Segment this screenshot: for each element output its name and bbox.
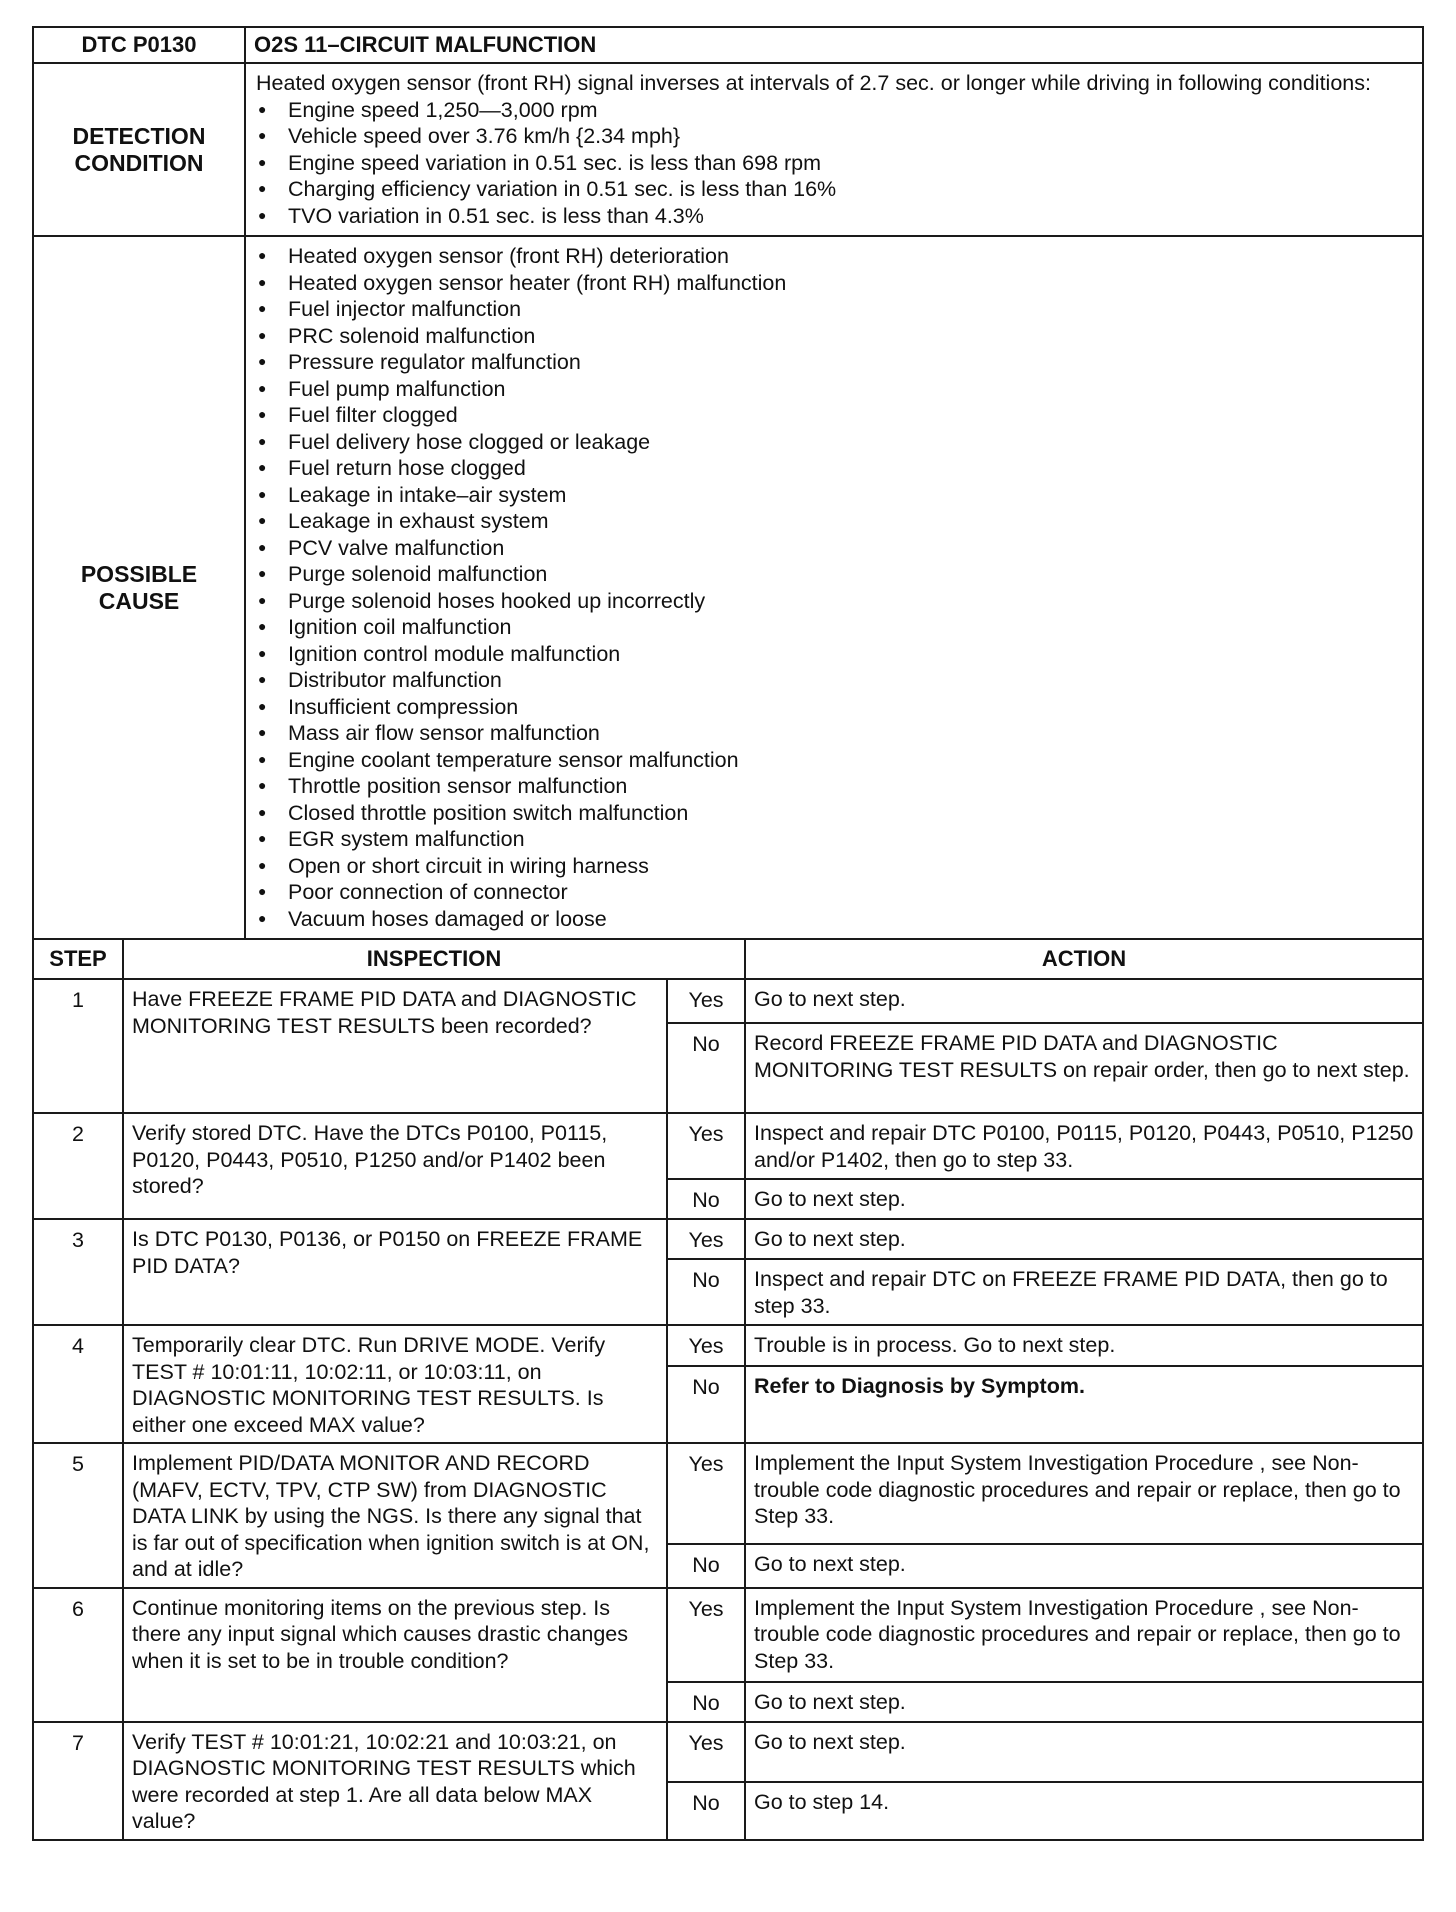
yes-label: Yes	[667, 1325, 745, 1366]
list-item: ● Fuel delivery hose clogged or leakage	[256, 429, 1414, 456]
list-item: ● PRC solenoid malfunction	[256, 323, 1414, 350]
table-row	[33, 1588, 1423, 1682]
list-item: ● Purge solenoid hoses hooked up incorrectly	[256, 588, 1414, 615]
list-item: ● Engine speed 1,250—3,000 rpm	[256, 97, 1414, 124]
list-item: ● Leakage in intake–air system	[256, 482, 1414, 509]
no-label: No	[667, 1682, 745, 1722]
action-column-header: ACTION	[745, 939, 1423, 979]
no-action: Go to step 14.	[745, 1782, 1423, 1840]
list-item: ● PCV valve malfunction	[256, 535, 1414, 562]
list-item: ● Vehicle speed over 3.76 km/h {2.34 mph}	[256, 123, 1414, 150]
possible-cause-content	[245, 236, 1423, 939]
steps-header-row	[33, 939, 1423, 979]
list-item: ● Fuel pump malfunction	[256, 376, 1414, 403]
no-label: No	[667, 1544, 745, 1587]
detection-condition-content	[245, 63, 1423, 236]
list-item: ● TVO variation in 0.51 sec. is less than 4.3%	[256, 203, 1414, 230]
list-item: ● Distributor malfunction	[256, 667, 1414, 694]
no-label: No	[667, 1179, 745, 1219]
no-action: Refer to Diagnosis by Symptom.	[745, 1366, 1423, 1443]
list-item: ● Ignition control module malfunction	[256, 641, 1414, 668]
step-inspection: Temporarily clear DTC. Run DRIVE MODE. Verify TEST # 10:01:11, 10:02:11, or 10:03:11, on DIAGNOSTIC MONITORING TEST RESULTS. Is either one exceed MAX value?	[123, 1325, 667, 1443]
detection-condition-label	[33, 63, 245, 236]
step-inspection: Have FREEZE FRAME PID DATA and DIAGNOSTIC MONITORING TEST RESULTS been recorded?	[123, 979, 667, 1113]
possible-causes-list	[256, 243, 1414, 932]
dtc-title: O2S 11–CIRCUIT MALFUNCTION	[245, 27, 1423, 63]
table-row	[33, 1722, 1423, 1782]
yes-action: Implement the Input System Investigation Procedure , see Non-trouble code diagnostic procedures and repair or replace, then go to Step 33.	[745, 1443, 1423, 1544]
list-item: ● Charging efficiency variation in 0.51 sec. is less than 16%	[256, 176, 1414, 203]
list-item: ● Fuel filter clogged	[256, 402, 1414, 429]
list-item: ● Leakage in exhaust system	[256, 508, 1414, 535]
list-item: ● Open or short circuit in wiring harness	[256, 853, 1414, 880]
no-label: No	[667, 1366, 745, 1443]
step-inspection: Continue monitoring items on the previous step. Is there any input signal which causes drastic changes when it is set to be in trouble condition?	[123, 1588, 667, 1722]
no-action: Go to next step.	[745, 1544, 1423, 1587]
list-item: ● Ignition coil malfunction	[256, 614, 1414, 641]
no-label: No	[667, 1259, 745, 1325]
step-inspection: Implement PID/DATA MONITOR AND RECORD (MAFV, ECTV, TPV, CTP SW) from DIAGNOSTIC DATA LINK by using the NGS. Is there any signal that is far out of specification when ignition switch is at ON, and at idle?	[123, 1443, 667, 1588]
step-number: 7	[33, 1722, 123, 1840]
yes-action: Go to next step.	[745, 1722, 1423, 1782]
table-row	[33, 1113, 1423, 1179]
step-inspection: Verify stored DTC. Have the DTCs P0100, P0115, P0120, P0443, P0510, P1250 and/or P1402 been stored?	[123, 1113, 667, 1219]
yes-label: Yes	[667, 1113, 745, 1179]
list-item: ● Fuel return hose clogged	[256, 455, 1414, 482]
yes-action: Go to next step.	[745, 1219, 1423, 1259]
no-action: Record FREEZE FRAME PID DATA and DIAGNOSTIC MONITORING TEST RESULTS on repair order, then go to next step.	[745, 1023, 1423, 1113]
list-item: ● Heated oxygen sensor heater (front RH) malfunction	[256, 270, 1414, 297]
step-number: 2	[33, 1113, 123, 1219]
yes-action: Inspect and repair DTC P0100, P0115, P0120, P0443, P0510, P1250 and/or P1402, then go to step 33.	[745, 1113, 1423, 1179]
step-number: 5	[33, 1443, 123, 1588]
table-row	[33, 1219, 1423, 1259]
step-inspection: Is DTC P0130, P0136, or P0150 on FREEZE FRAME PID DATA?	[123, 1219, 667, 1325]
dtc-code: DTC P0130	[33, 27, 245, 63]
list-item: ● Engine speed variation in 0.51 sec. is less than 698 rpm	[256, 150, 1414, 177]
no-label: No	[667, 1782, 745, 1840]
step-number: 3	[33, 1219, 123, 1325]
step-number: 6	[33, 1588, 123, 1722]
list-item: ● Fuel injector malfunction	[256, 296, 1414, 323]
possible-cause-row	[33, 236, 1423, 939]
list-item: ● Throttle position sensor malfunction	[256, 773, 1414, 800]
list-item: ● Engine coolant temperature sensor malfunction	[256, 747, 1414, 774]
dtc-header-row	[33, 27, 1423, 63]
yes-label: Yes	[667, 979, 745, 1023]
list-item: ● Insufficient compression	[256, 694, 1414, 721]
yes-label: Yes	[667, 1722, 745, 1782]
list-item: ● Closed throttle position switch malfunction	[256, 800, 1414, 827]
list-item: ● EGR system malfunction	[256, 826, 1414, 853]
list-item: ● Mass air flow sensor malfunction	[256, 720, 1414, 747]
inspection-column-header: INSPECTION	[123, 939, 745, 979]
list-item: ● Poor connection of connector	[256, 879, 1414, 906]
dtc-diagnostic-page	[32, 26, 1424, 1841]
steps-table	[32, 938, 1424, 1841]
list-item: ● Vacuum hoses damaged or loose	[256, 906, 1414, 933]
yes-label: Yes	[667, 1588, 745, 1682]
yes-label: Yes	[667, 1219, 745, 1259]
no-action: Go to next step.	[745, 1179, 1423, 1219]
no-action: Go to next step.	[745, 1682, 1423, 1722]
table-row	[33, 1325, 1423, 1366]
list-item: ● Purge solenoid malfunction	[256, 561, 1414, 588]
table-row	[33, 1443, 1423, 1544]
yes-action: Go to next step.	[745, 979, 1423, 1023]
step-column-header: STEP	[33, 939, 123, 979]
possible-cause-label	[33, 236, 245, 939]
no-action: Inspect and repair DTC on FREEZE FRAME PID DATA, then go to step 33.	[745, 1259, 1423, 1325]
list-item: ● Pressure regulator malfunction	[256, 349, 1414, 376]
no-label: No	[667, 1023, 745, 1113]
step-number: 1	[33, 979, 123, 1113]
list-item: ● Heated oxygen sensor (front RH) deterioration	[256, 243, 1414, 270]
possible-cause-label-line1: POSSIBLE	[80, 560, 198, 587]
yes-label: Yes	[667, 1443, 745, 1544]
detection-label-line1: DETECTION	[72, 122, 206, 149]
table-row	[33, 979, 1423, 1023]
step-inspection: Verify TEST # 10:01:21, 10:02:21 and 10:03:21, on DIAGNOSTIC MONITORING TEST RESULTS which were recorded at step 1. Are all data below MAX value?	[123, 1722, 667, 1840]
detection-label-line2: CONDITION	[74, 149, 204, 176]
step-number: 4	[33, 1325, 123, 1443]
possible-cause-label-line2: CAUSE	[98, 587, 180, 614]
yes-action: Implement the Input System Investigation Procedure , see Non-trouble code diagnostic procedures and repair or replace, then go to Step 33.	[745, 1588, 1423, 1682]
detection-intro: Heated oxygen sensor (front RH) signal inverses at intervals of 2.7 sec. or longer while driving in following conditions:	[256, 71, 1371, 95]
detection-condition-row	[33, 63, 1423, 236]
yes-action: Trouble is in process. Go to next step.	[745, 1325, 1423, 1366]
detection-conditions-list	[256, 97, 1414, 230]
dtc-info-table	[32, 26, 1424, 940]
